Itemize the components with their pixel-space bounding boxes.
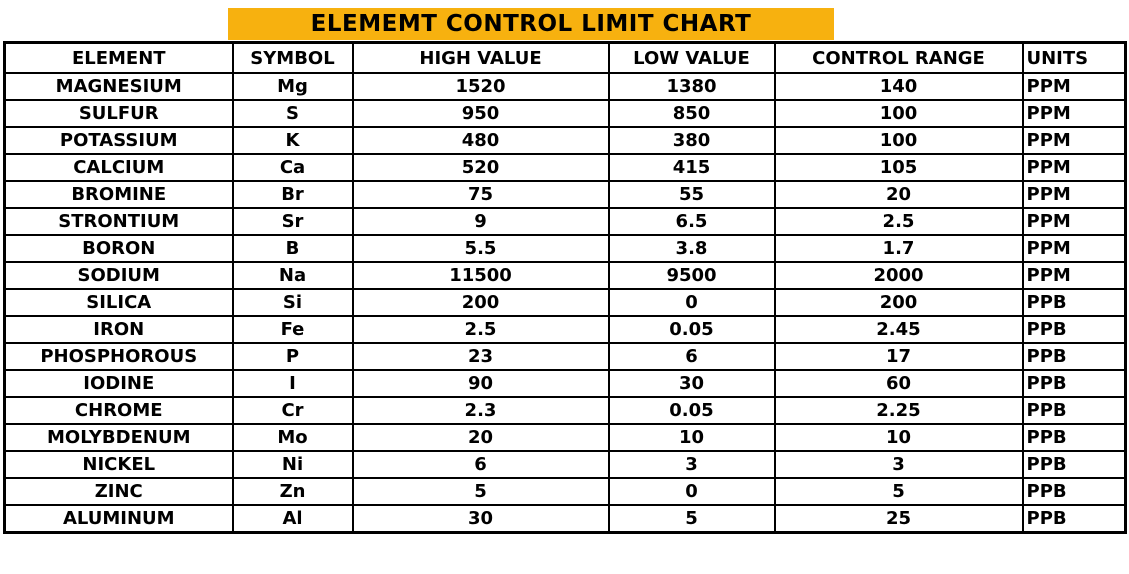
low-value-cell: 0	[609, 478, 775, 505]
control-range-cell: 2.45	[775, 316, 1023, 343]
low-value-cell: 0.05	[609, 397, 775, 424]
symbol-cell: Si	[233, 289, 353, 316]
low-value-cell: 55	[609, 181, 775, 208]
symbol-cell: S	[233, 100, 353, 127]
column-header-symbol: SYMBOL	[233, 43, 353, 74]
symbol-cell: Fe	[233, 316, 353, 343]
symbol-cell: K	[233, 127, 353, 154]
table-row	[5, 343, 1126, 370]
units-cell: PPM	[1023, 262, 1126, 289]
low-value-cell: 6	[609, 343, 775, 370]
element-name-cell: PHOSPHOROUS	[5, 343, 233, 370]
table-row	[5, 208, 1126, 235]
units-cell: PPM	[1023, 208, 1126, 235]
symbol-cell: P	[233, 343, 353, 370]
table-row	[5, 451, 1126, 478]
table-row	[5, 154, 1126, 181]
low-value-cell: 30	[609, 370, 775, 397]
units-cell: PPB	[1023, 316, 1126, 343]
control-range-cell: 100	[775, 100, 1023, 127]
high-value-cell: 950	[353, 100, 609, 127]
low-value-cell: 1380	[609, 73, 775, 100]
symbol-cell: I	[233, 370, 353, 397]
element-name-cell: SODIUM	[5, 262, 233, 289]
symbol-cell: Br	[233, 181, 353, 208]
symbol-cell: Ni	[233, 451, 353, 478]
table-row	[5, 100, 1126, 127]
high-value-cell: 520	[353, 154, 609, 181]
chart-title: ELEMEMT CONTROL LIMIT CHART	[228, 8, 834, 40]
high-value-cell: 23	[353, 343, 609, 370]
symbol-cell: Cr	[233, 397, 353, 424]
low-value-cell: 10	[609, 424, 775, 451]
units-cell: PPM	[1023, 235, 1126, 262]
control-range-cell: 20	[775, 181, 1023, 208]
units-cell: PPB	[1023, 343, 1126, 370]
table-row	[5, 505, 1126, 533]
control-range-cell: 60	[775, 370, 1023, 397]
element-name-cell: CALCIUM	[5, 154, 233, 181]
table-row	[5, 370, 1126, 397]
symbol-cell: Ca	[233, 154, 353, 181]
high-value-cell: 90	[353, 370, 609, 397]
high-value-cell: 20	[353, 424, 609, 451]
column-header-low-value: LOW VALUE	[609, 43, 775, 74]
element-name-cell: MAGNESIUM	[5, 73, 233, 100]
units-cell: PPB	[1023, 505, 1126, 533]
table-row	[5, 397, 1126, 424]
element-name-cell: SILICA	[5, 289, 233, 316]
high-value-cell: 6	[353, 451, 609, 478]
high-value-cell: 1520	[353, 73, 609, 100]
column-header-units: UNITS	[1023, 43, 1126, 74]
table-row	[5, 73, 1126, 100]
element-control-limit-table	[3, 41, 1127, 534]
low-value-cell: 0.05	[609, 316, 775, 343]
control-range-cell: 2.5	[775, 208, 1023, 235]
element-name-cell: POTASSIUM	[5, 127, 233, 154]
table-row	[5, 262, 1126, 289]
symbol-cell: Al	[233, 505, 353, 533]
table-body	[5, 73, 1126, 533]
control-range-cell: 25	[775, 505, 1023, 533]
high-value-cell: 9	[353, 208, 609, 235]
control-range-cell: 100	[775, 127, 1023, 154]
element-name-cell: NICKEL	[5, 451, 233, 478]
high-value-cell: 30	[353, 505, 609, 533]
units-cell: PPM	[1023, 154, 1126, 181]
units-cell: PPM	[1023, 73, 1126, 100]
table-row	[5, 235, 1126, 262]
low-value-cell: 6.5	[609, 208, 775, 235]
units-cell: PPB	[1023, 370, 1126, 397]
control-range-cell: 105	[775, 154, 1023, 181]
table-row	[5, 316, 1126, 343]
high-value-cell: 480	[353, 127, 609, 154]
high-value-cell: 11500	[353, 262, 609, 289]
units-cell: PPB	[1023, 397, 1126, 424]
column-header-element: ELEMENT	[5, 43, 233, 74]
element-name-cell: IODINE	[5, 370, 233, 397]
high-value-cell: 5.5	[353, 235, 609, 262]
control-range-cell: 140	[775, 73, 1023, 100]
element-name-cell: MOLYBDENUM	[5, 424, 233, 451]
table-row	[5, 478, 1126, 505]
units-cell: PPM	[1023, 181, 1126, 208]
low-value-cell: 0	[609, 289, 775, 316]
control-range-cell: 17	[775, 343, 1023, 370]
units-cell: PPB	[1023, 289, 1126, 316]
symbol-cell: Na	[233, 262, 353, 289]
element-name-cell: ALUMINUM	[5, 505, 233, 533]
low-value-cell: 850	[609, 100, 775, 127]
control-range-cell: 5	[775, 478, 1023, 505]
units-cell: PPM	[1023, 100, 1126, 127]
control-range-cell: 1.7	[775, 235, 1023, 262]
element-name-cell: ZINC	[5, 478, 233, 505]
low-value-cell: 3.8	[609, 235, 775, 262]
symbol-cell: Zn	[233, 478, 353, 505]
high-value-cell: 200	[353, 289, 609, 316]
control-range-cell: 200	[775, 289, 1023, 316]
symbol-cell: Mg	[233, 73, 353, 100]
element-name-cell: CHROME	[5, 397, 233, 424]
column-header-high-value: HIGH VALUE	[353, 43, 609, 74]
units-cell: PPB	[1023, 451, 1126, 478]
high-value-cell: 2.3	[353, 397, 609, 424]
symbol-cell: Mo	[233, 424, 353, 451]
symbol-cell: B	[233, 235, 353, 262]
table-row	[5, 424, 1126, 451]
table-header-row	[5, 43, 1126, 74]
control-range-cell: 10	[775, 424, 1023, 451]
element-name-cell: BORON	[5, 235, 233, 262]
low-value-cell: 380	[609, 127, 775, 154]
low-value-cell: 3	[609, 451, 775, 478]
units-cell: PPB	[1023, 424, 1126, 451]
units-cell: PPM	[1023, 127, 1126, 154]
control-range-cell: 3	[775, 451, 1023, 478]
table-row	[5, 289, 1126, 316]
table-row	[5, 181, 1126, 208]
symbol-cell: Sr	[233, 208, 353, 235]
element-name-cell: IRON	[5, 316, 233, 343]
column-header-control-range: CONTROL RANGE	[775, 43, 1023, 74]
high-value-cell: 75	[353, 181, 609, 208]
high-value-cell: 5	[353, 478, 609, 505]
low-value-cell: 5	[609, 505, 775, 533]
table-row	[5, 127, 1126, 154]
low-value-cell: 9500	[609, 262, 775, 289]
control-range-cell: 2.25	[775, 397, 1023, 424]
element-name-cell: SULFUR	[5, 100, 233, 127]
control-range-cell: 2000	[775, 262, 1023, 289]
element-name-cell: STRONTIUM	[5, 208, 233, 235]
high-value-cell: 2.5	[353, 316, 609, 343]
units-cell: PPB	[1023, 478, 1126, 505]
low-value-cell: 415	[609, 154, 775, 181]
element-name-cell: BROMINE	[5, 181, 233, 208]
